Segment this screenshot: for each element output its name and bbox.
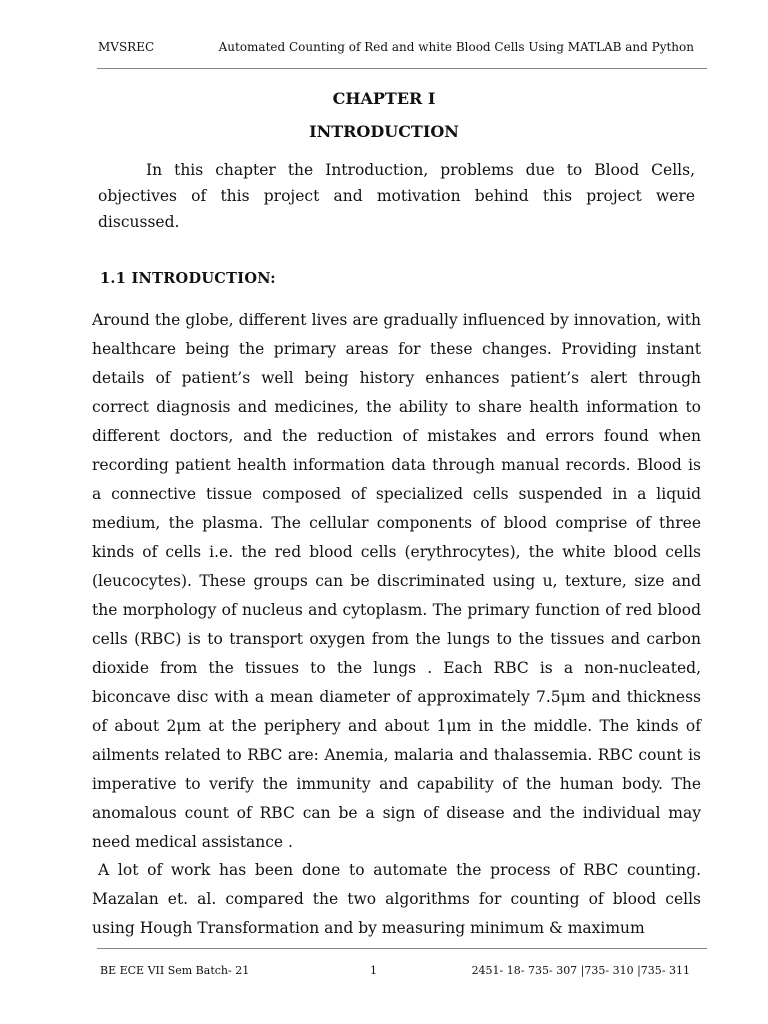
body-paragraph-1: Around the globe, different lives are gradually influenced by innovation, with healthcare being the primary areas for these changes. Providing instant details of patient’s well being history enhances patient’s alert through correct diagnosis and medicines, the ability to share health information to different doctors, and the reduction of mistakes and errors found when recording patient health information data through manual records. Blood is a connective tissue composed of specialized cells suspended in a liquid medium, the plasma. The cellular components of blood comprise of three kinds of cells i.e. the red blood cells (erythrocytes), the white blood cells (leucocytes). These groups can be discriminated using u, texture, size and the morphology of nucleus and cytoplasm. The primary function of red blood cells (RBC) is to transport oxygen from the lungs to the tissues and carbon dioxide from the tissues to the lungs . Each RBC is a non-nucleated, biconcave disc with a mean diameter of approximately 7.5μm and thickness of about 2μm at the periphery and about 1μm in the middle. The kinds of ailments related to RBC are: Anemia, malaria and thalassemia. RBC count is imperative to verify the immunity and capability of the human body. The anomalous count of RBC can be a sign of disease and the individual may need medical assistance . [92, 311, 701, 851]
page-header [98, 40, 694, 60]
header-divider [97, 68, 707, 69]
footer-roll-numbers: 2451- 18- 735- 307 |735- 310 |735- 311 [471, 964, 690, 977]
footer-page-number: 1 [370, 964, 377, 977]
header-project-title: Automated Counting of Red and white Blood Cells Using MATLAB and Python [218, 40, 694, 54]
footer-divider [97, 948, 707, 949]
chapter-title: INTRODUCTION [309, 122, 459, 141]
body-paragraph-2: A lot of work has been done to automate the process of RBC counting. Mazalan et. al. compared the two algorithms for counting of blood cells using Hough Transformation and by measuring minimum & maximum [92, 861, 701, 937]
chapter-intro-paragraph: In this chapter the Introduction, problems due to Blood Cells, objectives of this project and motivation behind this project were discussed. [98, 161, 695, 231]
section-heading: 1.1 INTRODUCTION: [100, 270, 276, 287]
footer-batch: BE ECE VII Sem Batch- 21 [100, 964, 250, 977]
header-institution: MVSREC [98, 40, 155, 54]
chapter-number: CHAPTER I [332, 89, 436, 108]
